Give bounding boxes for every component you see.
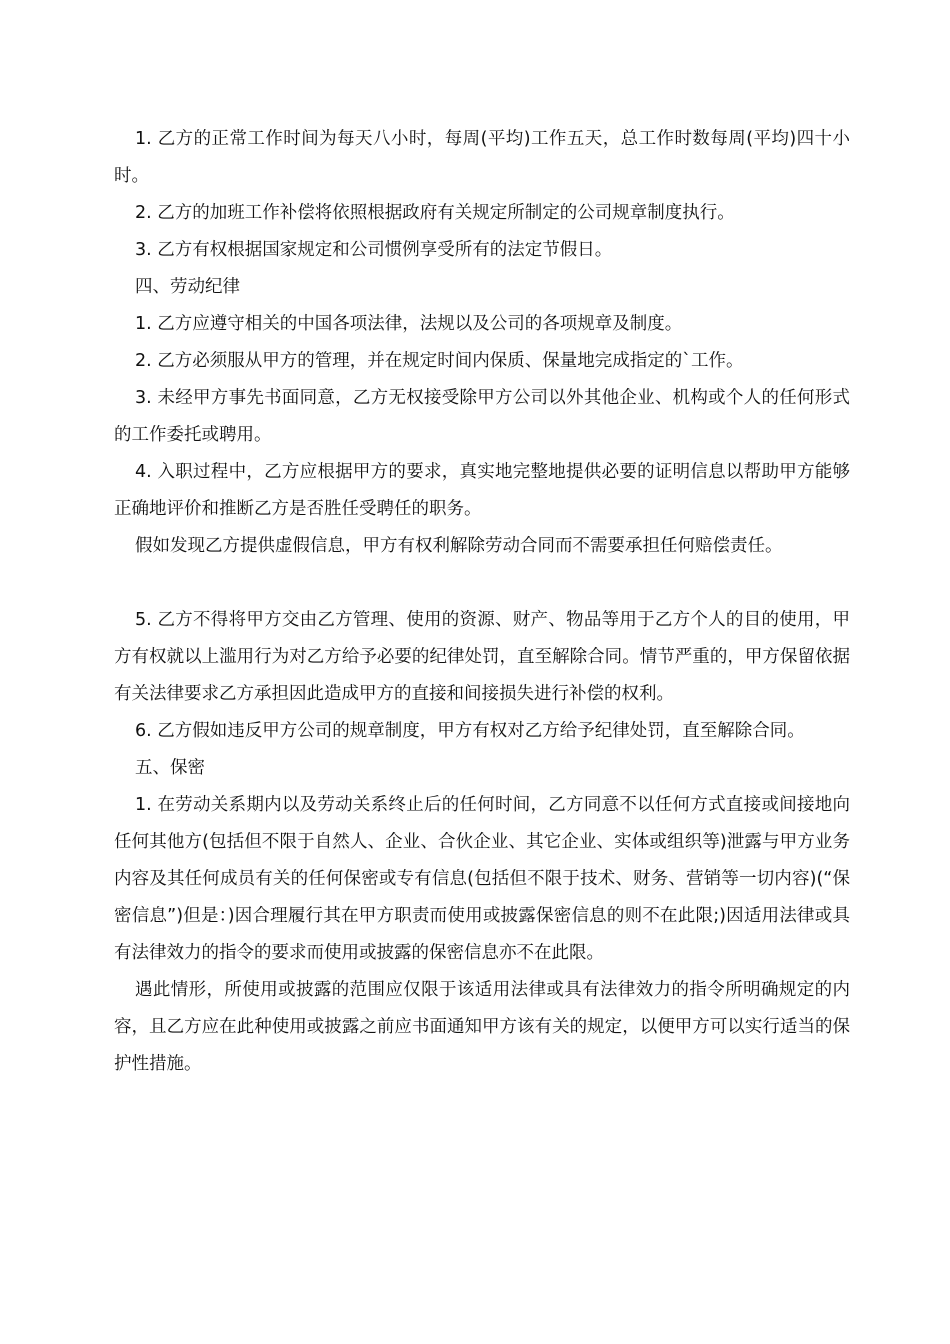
paragraph-holidays: 3. 乙方有权根据国家规定和公司惯例享受所有的法定节假日。 [135,240,613,260]
paragraph-discipline-1: 1. 乙方应遵守相关的中国各项法律，法规以及公司的各项规章及制度。 [135,314,683,334]
paragraph-false-info: 假如发现乙方提供虚假信息，甲方有权利解除劳动合同而不需要承担任何赔偿责任。 [135,536,783,556]
paragraph-work-hours: 1. 乙方的正常工作时间为每天八小时，每周(平均)工作五天，总工作时数每周(平均)四十小时。 [114,129,850,186]
paragraph-discipline-6: 6. 乙方假如违反甲方公司的规章制度，甲方有权对乙方给予纪律处罚，直至解除合同。 [135,721,805,741]
paragraph-discipline-2: 2. 乙方必须服从甲方的管理，并在规定时间内保质、保量地完成指定的`工作。 [135,351,744,371]
document-body [114,121,850,1083]
paragraph-confidentiality-note: 遇此情形，所使用或披露的范围应仅限于该适用法律或具有法律效力的指令所明确规定的内容，且乙方应在此种使用或披露之前应书面通知甲方该有关的规定，以便甲方可以实行适当的保护性措施。 [114,980,850,1074]
paragraph-overtime: 2. 乙方的加班工作补偿将依照根据政府有关规定所制定的公司规章制度执行。 [135,203,735,223]
paragraph-discipline-5: 5. 乙方不得将甲方交由乙方管理、使用的资源、财产、物品等用于乙方个人的目的使用，甲方有权就以上滥用行为对乙方给予必要的纪律处罚，直至解除合同。情节严重的，甲方保留依据有关法律要求乙方承担因此造成甲方的直接和间接损失进行补偿的权利。 [114,610,850,704]
section-heading-confidentiality: 五、保密 [135,758,205,778]
paragraph-confidentiality-1: 1. 在劳动关系期内以及劳动关系终止后的任何时间，乙方同意不以任何方式直接或间接地向任何其他方(包括但不限于自然人、企业、合伙企业、其它企业、实体或组织等)泄露与甲方业务内容及其任何成员有关的任何保密或专有信息(包括但不限于技术、财务、营销等一切内容)(“保密信息”)但是：)因合理履行其在甲方职责而使用或披露保密信息的则不在此限;)因适用法律或具有法律效力的指令的要求而使用或披露的保密信息亦不在此限。 [114,795,850,963]
paragraph-discipline-4: 4. 入职过程中，乙方应根据甲方的要求，真实地完整地提供必要的证明信息以帮助甲方能够正确地评价和推断乙方是否胜任受聘任的职务。 [114,462,850,519]
section-heading-discipline: 四、劳动纪律 [135,277,240,297]
blank-line [114,565,850,602]
paragraph-discipline-3: 3. 未经甲方事先书面同意，乙方无权接受除甲方公司以外其他企业、机构或个人的任何形式的工作委托或聘用。 [114,388,850,445]
